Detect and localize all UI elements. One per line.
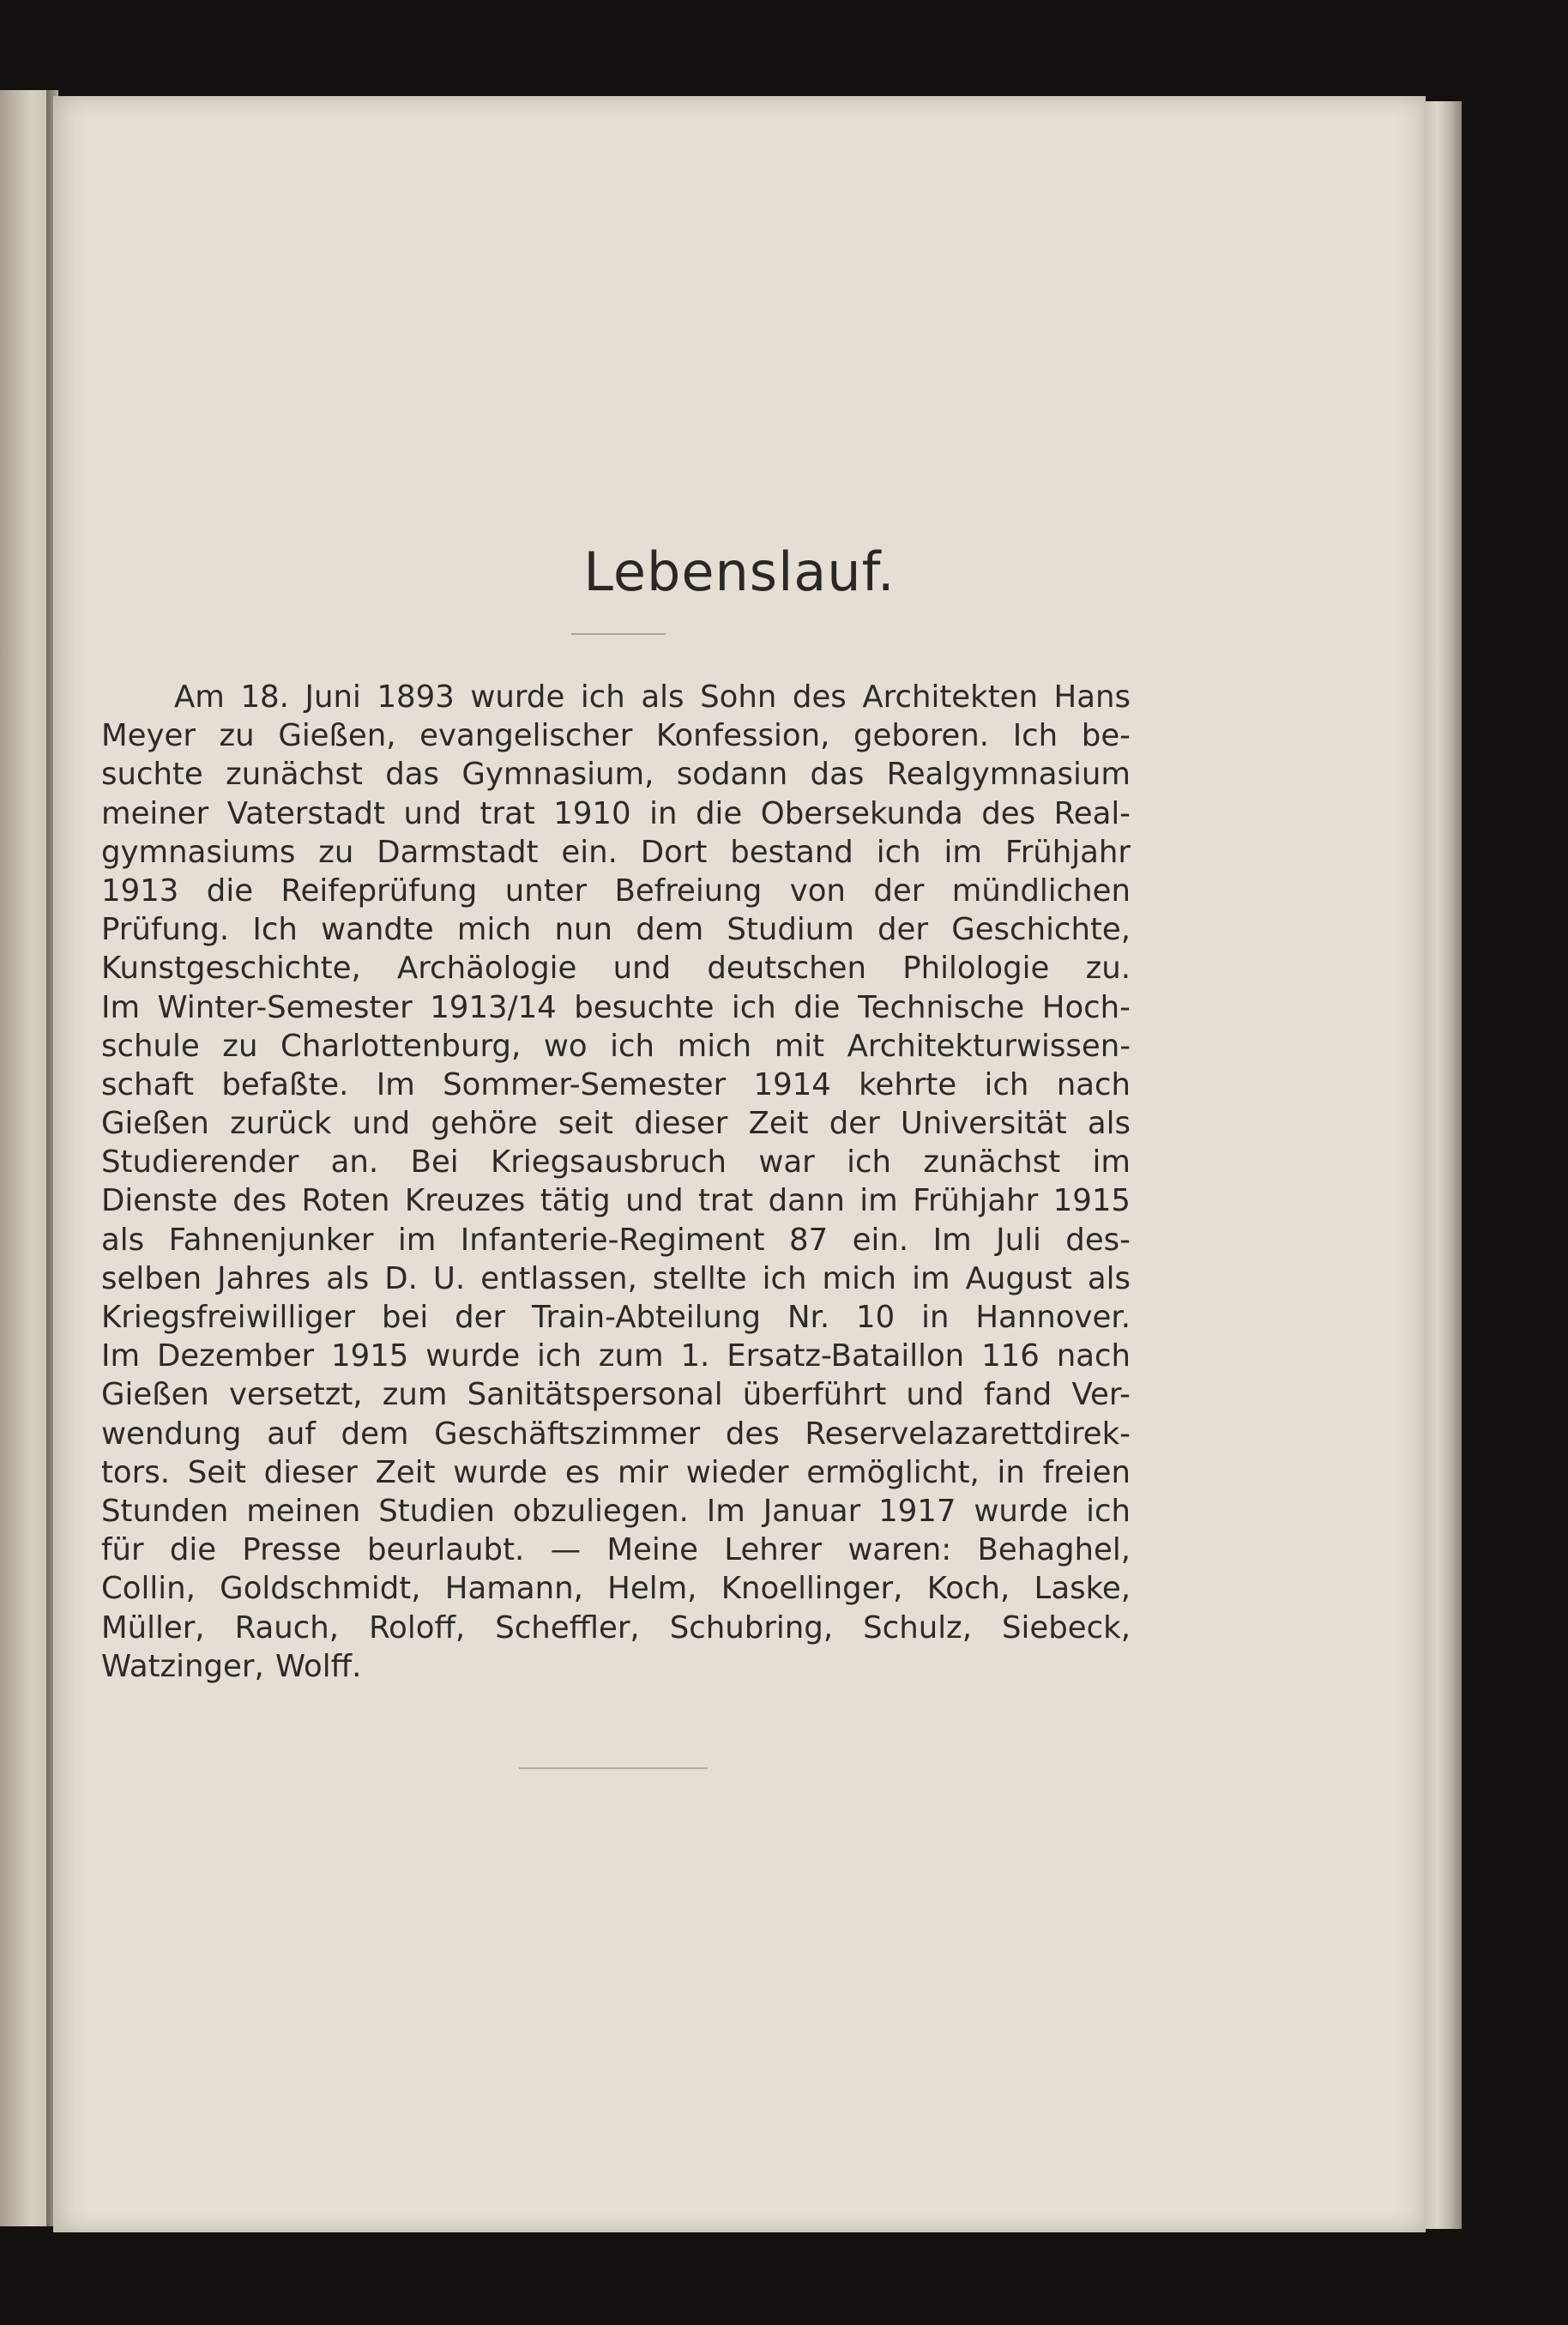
text-line: als Fahnenjunker im Infanterie-Regiment 87 ein. Im Juli des- <box>101 1222 1131 1258</box>
text-line: Gießen versetzt, zum Sanitätspersonal überführt und fand Ver- <box>101 1377 1131 1413</box>
text-line: Kriegsfreiwilliger bei der Train-Abteilung Nr. 10 in Hannover. <box>101 1300 1131 1335</box>
page-title: Lebenslauf. <box>583 540 896 603</box>
text-line: Gießen zurück und gehöre seit dieser Zeit der Universität als <box>101 1106 1131 1142</box>
text-line: suchte zunächst das Gymnasium, sodann das Realgymnasium <box>101 757 1131 793</box>
text-line: gymnasiums zu Darmstadt ein. Dort bestand ich im Frühjahr <box>101 834 1131 870</box>
title-divider-rule <box>571 633 666 635</box>
text-line: Meyer zu Gießen, evangelischer Konfession, geboren. Ich be- <box>101 718 1131 754</box>
text-line: Im Winter-Semester 1913/14 besuchte ich die Technische Hoch- <box>101 989 1131 1025</box>
text-line: Prüfung. Ich wandte mich nun dem Studium der Geschichte, <box>101 912 1131 948</box>
text-line: schule zu Charlottenburg, wo ich mich mit Architekturwissen- <box>101 1028 1131 1064</box>
text-line: 1913 die Reifeprüfung unter Befreiung von der mündlichen <box>101 873 1131 909</box>
text-line: Studierender an. Bei Kriegsausbruch war ich zunächst im <box>101 1144 1131 1181</box>
text-line: schaft befaßte. Im Sommer-Semester 1914 kehrte ich nach <box>101 1066 1131 1102</box>
text-line: tors. Seit dieser Zeit wurde es mir wieder ermöglicht, in freien <box>101 1454 1131 1490</box>
text-line: Stunden meinen Studien obzuliegen. Im Januar 1917 wurde ich <box>101 1493 1131 1529</box>
text-line: Collin, Goldschmidt, Hamann, Helm, Knoellinger, Koch, Laske, <box>101 1571 1131 1607</box>
text-line: Im Dezember 1915 wurde ich zum 1. Ersatz-Bataillon 116 nach <box>101 1338 1131 1374</box>
text-line: selben Jahres als D. U. entlassen, stellte ich mich im August als <box>101 1260 1131 1296</box>
page-stack-edge <box>1424 101 1462 2229</box>
closing-divider-rule <box>519 1767 708 1769</box>
biography-paragraph <box>101 678 1131 1686</box>
text-line: Müller, Rauch, Roloff, Scheffler, Schubring, Schulz, Siebeck, <box>101 1609 1131 1646</box>
left-page-edge <box>0 90 51 2226</box>
text-line: Am 18. Juni 1893 wurde ich als Sohn des Architekten Hans <box>174 679 1131 715</box>
text-line: wendung auf dem Geschäftszimmer des Reservelazarettdirek- <box>101 1416 1131 1452</box>
text-line: Dienste des Roten Kreuzes tätig und trat dann im Frühjahr 1915 <box>101 1183 1131 1219</box>
text-line: Kunstgeschichte, Archäologie und deutschen Philologie zu. <box>101 951 1131 987</box>
text-line: Watzinger, Wolff. <box>101 1648 362 1684</box>
text-line: für die Presse beurlaubt. — Meine Lehrer waren: Behaghel, <box>101 1532 1131 1568</box>
text-line: meiner Vaterstadt und trat 1910 in die Obersekunda des Real- <box>101 795 1131 831</box>
